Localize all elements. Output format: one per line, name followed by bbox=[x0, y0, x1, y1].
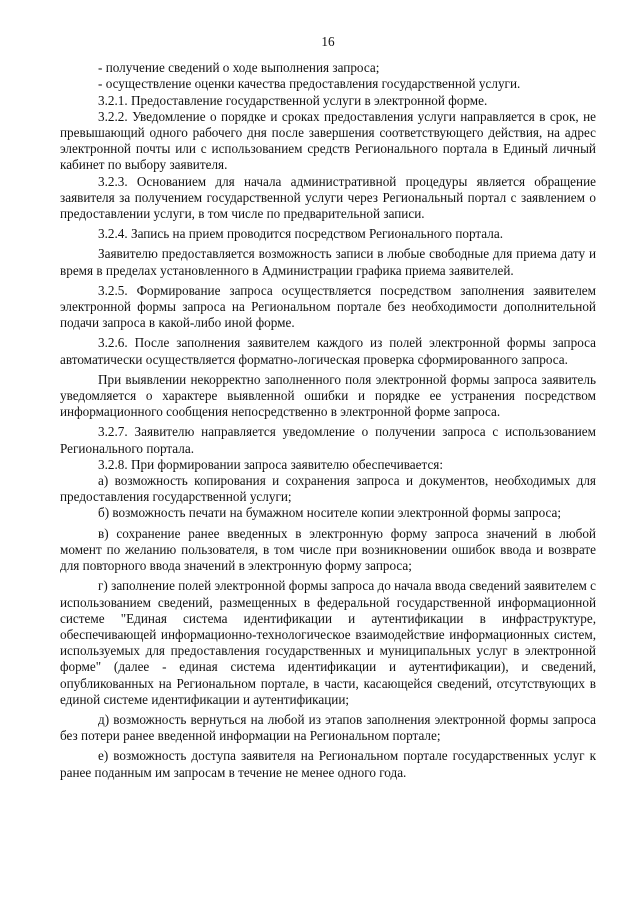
document-body bbox=[60, 60, 596, 781]
paragraph-10: При выявлении некорректно заполненного поля электронной формы запроса заявитель уведомляется о характере выявленной ошибки и порядке ее устранения посредством информационного сообщения непосредственно в электронной форме запроса. bbox=[60, 371, 596, 420]
paragraph-1: - получение сведений о ходе выполнения запроса; bbox=[98, 60, 380, 76]
paragraph-12: 3.2.8. При формировании запроса заявителю обеспечивается: bbox=[98, 456, 444, 472]
paragraph-14: б) возможность печати на бумажном носителе копии электронной формы запроса; bbox=[98, 505, 562, 521]
paragraph-17: д) возможность вернуться на любой из этапов заполнения электронной формы запроса без потери ранее введенной информации на Региональном портале; bbox=[60, 711, 596, 744]
paragraph-15: в) сохранение ранее введенных в электронную форму запроса значений в любой момент по желанию пользователя, в том числе при возникновении ошибок ввода и возврате для повторного ввода значений в электронную форму запроса; bbox=[60, 525, 596, 574]
paragraph-3: 3.2.1. Предоставление государственной услуги в электронной форме. bbox=[98, 92, 488, 108]
page-number: 16 bbox=[321, 34, 335, 49]
paragraph-7: Заявителю предоставляется возможность записи в любые свободные для приема дату и время в пределах установленного в Администрации графика приема заявителей. bbox=[60, 246, 596, 278]
paragraph-13: а) возможность копирования и сохранения запроса и документов, необходимых для предоставления государственной услуги; bbox=[60, 473, 596, 505]
paragraph-16: г) заполнение полей электронной формы запроса до начала ввода сведений заявителем с использованием сведений, размещенных в федеральной государственной информационной системе "Единая система идентификации и аутентификации в инфраструктуре, обеспечивающей информационно-технологическое взаимодействие информационных систем, используемых для предоставления государственных и муниципальных услуг в электронной форме" (далее - единая система идентификации и аутентификации), и сведений, опубликованных на Региональном портале, в части, касающейся сведений, отсутствующих в единой системе идентификации и аутентификации; bbox=[60, 578, 596, 707]
paragraph-2: - осуществление оценки качества предоставления государственной услуги. bbox=[98, 76, 521, 92]
paragraph-8: 3.2.5. Формирование запроса осуществляется посредством заполнения заявителем электронной формы запроса на Региональном портале без необходимости дополнительной подачи запроса в какой-либо иной форме. bbox=[60, 282, 596, 331]
paragraph-11: 3.2.7. Заявителю направляется уведомление о получении запроса с использованием Регионального портала. bbox=[60, 424, 596, 456]
paragraph-4: 3.2.2. Уведомление о порядке и сроках предоставления услуги направляется в срок, не превышающий одного рабочего дня после завершения соответствующего действия, на адрес электронной почты или с использованием средств Регионального портала в Единый личный кабинет по выбору заявителя. bbox=[60, 108, 596, 173]
paragraph-6: 3.2.4. Запись на прием проводится посредством Регионального портала. bbox=[98, 226, 504, 242]
paragraph-18: е) возможность доступа заявителя на Региональном портале государственных услуг к ранее поданным им запросам в течение не менее одного года. bbox=[60, 748, 596, 780]
paragraph-9: 3.2.6. После заполнения заявителем каждого из полей электронной формы запроса автоматически осуществляется форматно-логическая проверка сформированного запроса. bbox=[60, 335, 596, 367]
paragraph-5: 3.2.3. Основанием для начала административной процедуры является обращение заявителя за получением государственной услуги через Региональный портал с заявлением о предоставлении услуги, в том числе по предварительной записи. bbox=[60, 173, 596, 222]
